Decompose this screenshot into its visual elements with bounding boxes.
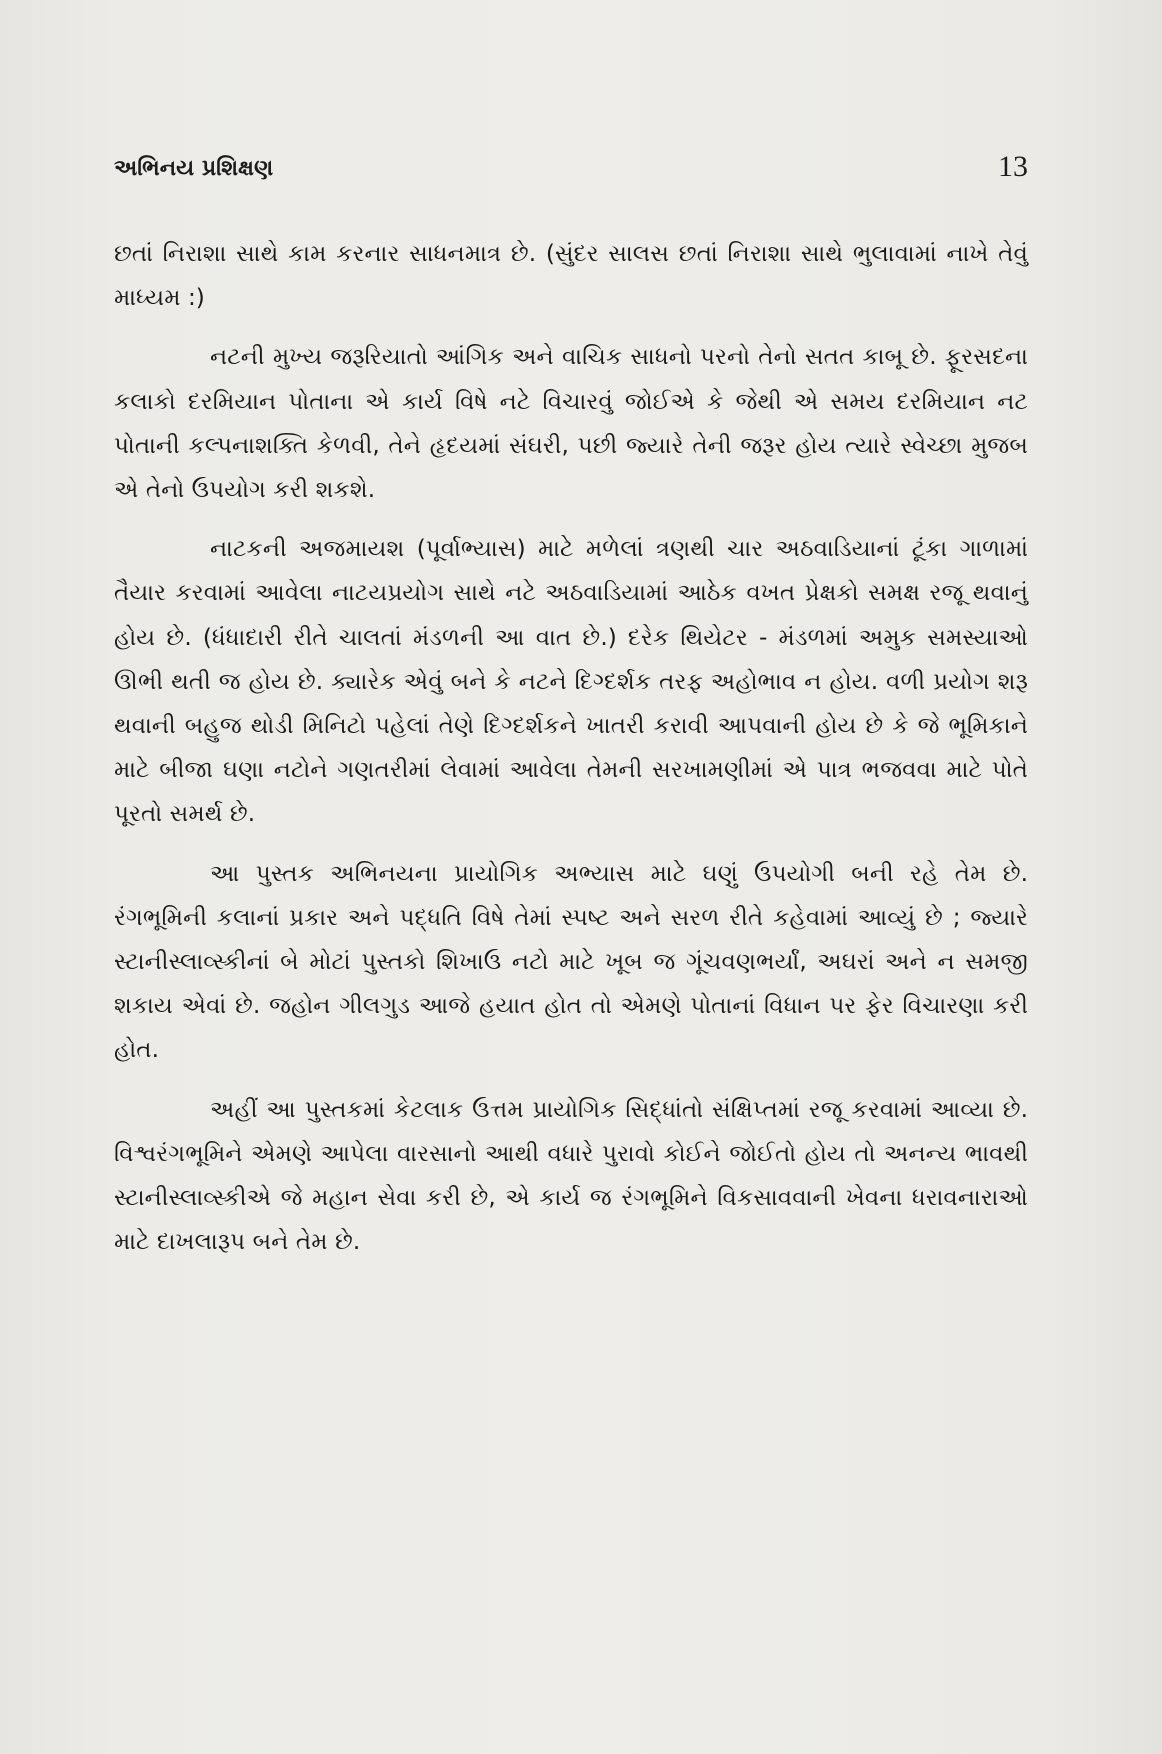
page-header (114, 150, 1028, 190)
running-title: અભિનય પ્રશિક્ષણ (114, 156, 274, 181)
paragraph: નટની મુખ્ય જરૂરિયાતો આંગિક અને વાચિક સાધનો પરનો તેનો સતત કાબૂ છે. ફૂરસદના કલાકો દરમિયાન પોતાના એ કાર્ય વિષે નટે વિચારવું જોઈએ કે જેથી એ સમય દરમિયાન નટ પોતાની કલ્પનાશક્તિ કેળવી, તેને હૃદયમાં સંઘરી, પછી જ્યારે તેની જરૂર હોય ત્યારે સ્વેચ્છા મુજબ એ તેનો ઉપયોગ કરી શકશે. (114, 343, 1028, 504)
body-text (114, 232, 1028, 1279)
paragraph-continuation: છતાં નિરાશા સાથે કામ કરનાર સાધનમાત્ર છે. (સુંદર સાલસ છતાં નિરાશા સાથે ભુલાવામાં નાખે તેવું માધ્યમ :) (114, 240, 1028, 312)
paragraph: અહીં આ પુસ્તકમાં કેટલાક ઉત્તમ પ્રાયોગિક સિદ્ધાંતો સંક્ષિપ્તમાં રજૂ કરવામાં આવ્યા છે. વિશ્વરંગભૂમિને એમણે આપેલા વારસાનો આથી વધારે પુરાવો કોઈને જોઈતો હોય તો અનન્ય ભાવથી સ્ટાનીસ્લાવ્સ્કીએ જે મહાન સેવા કરી છે, એ કાર્ય જ રંગભૂમિને વિકસાવવાની ખેવના ધરાવનારાઓ માટે દાખલારૂપ બને તેમ છે. (114, 1095, 1029, 1256)
paragraph: આ પુસ્તક અભિનયના પ્રાયોગિક અભ્યાસ માટે ઘણું ઉપયોગી બની રહે તેમ છે. રંગભૂમિની કલાનાં પ્રકાર અને પદ્ધતિ વિષે તેમાં સ્પષ્ટ અને સરળ રીતે કહેવામાં આવ્યું છે ; જ્યારે સ્ટાનીસ્લાવ્સ્કીનાં બે મોટાં પુસ્તકો શિખાઉ નટો માટે ખૂબ જ ગૂંચવણભર્યાં, અઘરાં અને ન સમજી શકાય એવાં છે. જહોન ગીલગુડ આજે હયાત હોત તો એમણે પોતાનાં વિધાન પર ફેર વિચારણા કરી હોત. (114, 859, 1028, 1064)
page-number: 13 (998, 150, 1028, 183)
paragraph: નાટકની અજમાયશ (પૂર્વાભ્યાસ) માટે મળેલાં ત્રણથી ચાર અઠવાડિયાનાં ટૂંકા ગાળામાં તૈયાર કરવામાં આવેલા નાટયપ્રયોગ સાથે નટે અઠવાડિયામાં આઠેક વખત પ્રેક્ષકો સમક્ષ રજૂ થવાનું હોય છે. (ધંધાદારી રીતે ચાલતાં મંડળની આ વાત છે.) દરેક થિયેટર - મંડળમાં અમુક સમસ્યાઓ ઊભી થતી જ હોય છે. ક્યારેક એવું બને કે નટને દિગ્દર્શક તરફ અહોભાવ ન હોય. વળી પ્રયોગ શરૂ થવાની બહુજ થોડી મિનિટો પહેલાં તેણે દિગ્દર્શકને ખાતરી કરાવી આપવાની હોય છે કે જે ભૂમિકાને માટે બીજા ઘણા નટોને ગણતરીમાં લેવામાં આવેલા તેમની સરખામણીમાં એ પાત્ર ભજવવા માટે પોતે પૂરતો સમર્થ છે. (114, 535, 1028, 828)
